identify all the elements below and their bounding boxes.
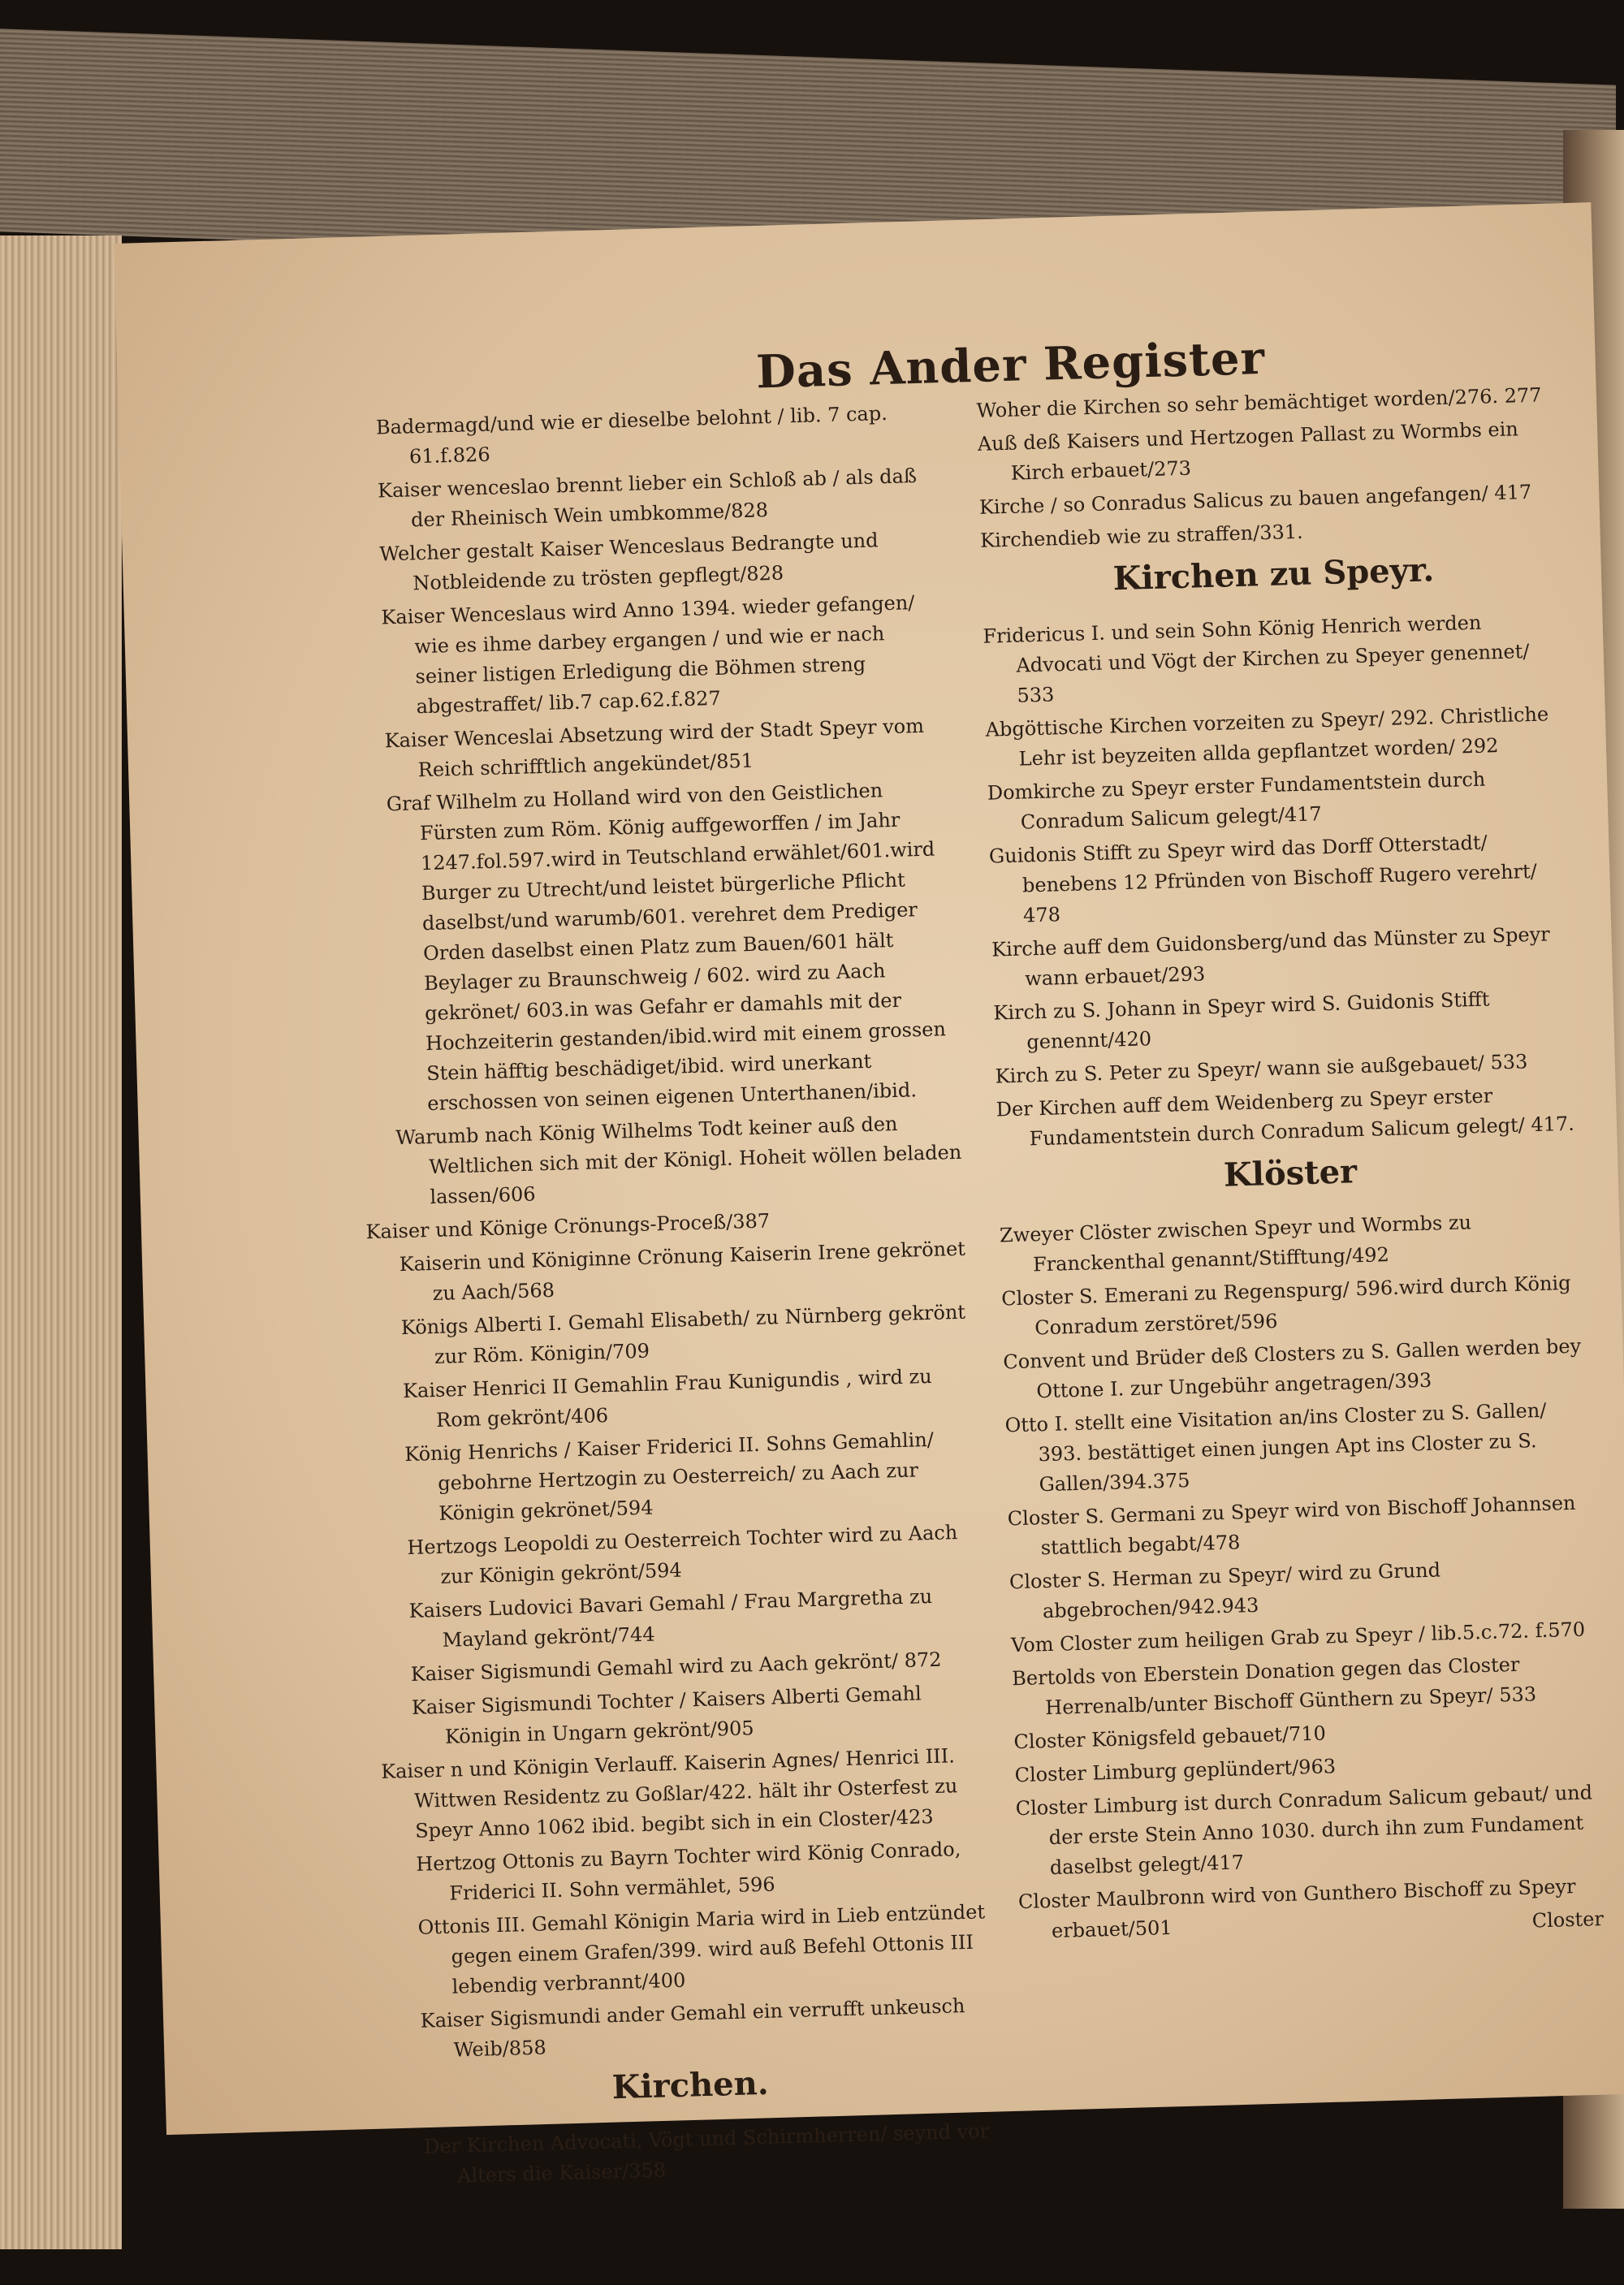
index-entry: Otto I. stellt eine Visitation an/ins Closter zu S. Gallen/ 393. bestättiget einen jungen Apt ins Closter zu S. Gallen/394.375 bbox=[1004, 1398, 1547, 1497]
index-entry: Closter Limburg ist durch Conradum Salicum gebaut/ und der erste Stein Anno 1030. durch ihn zum Fundament daselbst gelegt/417 bbox=[1015, 1781, 1593, 1880]
index-entry: Badermagd/und wie er dieselbe belohnt / lib. 7 cap. 61.f.826 bbox=[375, 401, 888, 469]
index-entry: Königs Alberti I. Gemahl Elisabeth/ zu Nürnberg gekrönt zur Röm. Königin/709 bbox=[400, 1300, 966, 1368]
left-entries bbox=[343, 397, 991, 2067]
index-entry: Kaiser Sigismundi ander Gemahl ein verrufft unkeusch Weib/858 bbox=[420, 1994, 965, 2062]
index-entry: Kirchendieb wie zu straffen/331. bbox=[979, 520, 1304, 552]
index-entry: Closter Maulbronn wird von Gunthero Bischoff zu Speyr erbauet/501 bbox=[1017, 1875, 1576, 1943]
index-entry: Welcher gestalt Kaiser Wenceslaus Bedrangte und Notbleidende zu trösten gepflegt/828 bbox=[378, 529, 879, 595]
index-entry: Kaiser Wenceslaus wird Anno 1394. wieder gefangen/ wie es ihme darbey ergangen / und wie er nach seiner listigen Erledigung die Böhmen streng abgestraffet/ lib.7 cap.62.f.827 bbox=[381, 591, 915, 719]
index-entry: Fridericus I. und sein Sohn König Henrich werden Advocati und Vögt der Kirchen zu Speyer genennet/ 533 bbox=[983, 611, 1530, 707]
index-entry: Zweyer Clöster zwischen Speyr und Wormbs zu Franckenthal genannt/Stifftung/492 bbox=[999, 1211, 1472, 1276]
index-entry: Der Kirchen auff dem Weidenberg zu Speyr erster Fundamentstein durch Conradum Salicum gelegt/ 417. bbox=[996, 1084, 1575, 1151]
index-entry: Kirche auff dem Guidonsberg/und das Münster zu Speyr wann erbauet/293 bbox=[991, 922, 1551, 991]
index-entry: Kaiser Sigismundi Gemahl wird zu Aach gekrönt/ 872 bbox=[410, 1648, 942, 1686]
index-entry: Closter S. Emerani zu Regenspurg/ 596.wird durch König Conradum zerstöret/596 bbox=[1000, 1271, 1571, 1340]
index-entry: Closter Limburg geplündert/963 bbox=[1014, 1755, 1337, 1787]
index-entry: Kaiser Sigismundi Tochter / Kaisers Alberti Gemahl Königin in Ungarn gekrönt/905 bbox=[411, 1682, 922, 1748]
index-entry: Kaiser und Könige Crönungs-Proceß/387 bbox=[365, 1209, 771, 1244]
index-entry: Kaiser Wenceslai Absetzung wird der Stadt Speyr vom Reich schrifftlich angekündet/851 bbox=[384, 714, 925, 782]
section-heading-kirchen: Kirchen. bbox=[611, 2063, 770, 2107]
catchword: Closter bbox=[1531, 1907, 1605, 1933]
index-entry: Ottonis III. Gemahl Königin Maria wird in Lieb entzündet gegen einem Grafen/399. wird auß Befehl Ottonis III lebendig verbrannt/400 bbox=[417, 1900, 986, 1998]
index-entry: Der Kirchen Advocati, Vögt und Schirmherren/ seynd vor Alters die Kaiser/358 bbox=[423, 2119, 990, 2188]
index-entry: Guidonis Stifft zu Speyr wird das Dorff Otterstadt/ benebens 12 Pfründen von Bischoff Rugero verehrt/ 478 bbox=[988, 831, 1538, 927]
section-heading-kirchen-zu-speyr: Kirchen zu Speyr. bbox=[1112, 551, 1435, 598]
index-entry: Woher die Kirchen so sehr bemächtiget worden/276. 277 bbox=[976, 383, 1542, 422]
index-entry: Kirche / so Conradus Salicus zu bauen angefangen/ 417 bbox=[978, 480, 1532, 519]
running-head: Das Ander Register bbox=[755, 330, 1266, 400]
index-entry: Bertolds von Eberstein Donation gegen das Closter Herrenalb/unter Bischoff Günthern zu Speyr/ 533 bbox=[1011, 1652, 1537, 1720]
right-section1-entries bbox=[983, 606, 1582, 1155]
index-entry: Domkirche zu Speyr erster Fundamentstein durch Conradum Salicum gelegt/417 bbox=[987, 767, 1486, 834]
index-entry: Warumb nach König Wilhelms Todt keiner auß den Weltlichen sich mit der Königl. Hoheit wöllen beladen lassen/606 bbox=[395, 1112, 962, 1209]
index-entry: Graf Wilhelm zu Holland wird von den Geistlichen Fürsten zum Röm. König auffgeworffen / im Jahr 1247.fol.597.wird in Teutschland erwählet/601.wird Burger zu Utrecht/und leistet bürgerliche Pflicht daselbst/und warumb/601. verehret dem Prediger Orden daselbst einen Platz zum Bauen/601 hält Beylager zu Braunschweig / 602. wird zu Aach gekrönet/ 603.in was Gefahr er damahls mit der Hochzeiterin gestanden/ibid.wird mit einem grossen Stein häfftig beschädiget/ibid. wird unerkant erschossen von seinen eigenen Unterthanen/ibid. bbox=[386, 779, 947, 1116]
index-entry: Vom Closter zum heiligen Grab zu Speyr / lib.5.c.72. f.570 bbox=[1010, 1618, 1586, 1657]
index-entry: Closter Königsfeld gebauet/710 bbox=[1013, 1721, 1327, 1754]
book-page-edges bbox=[0, 235, 122, 2249]
index-entry: Auß deß Kaisers und Hertzogen Pallast zu Wormbs ein Kirch erbauet/273 bbox=[977, 417, 1519, 485]
index-entry: Hertzogs Leopoldi zu Oesterreich Tochter wird zu Aach zur Königin gekrönt/594 bbox=[407, 1521, 958, 1588]
index-entry: Hertzog Ottonis zu Bayrn Tochter wird König Conrado, Friderici II. Sohn vermählet, 596 bbox=[416, 1838, 961, 1905]
left-section-entries bbox=[391, 2116, 994, 2193]
index-entry: Kaiser Henrici II Gemahlin Frau Kunigundis , wird zu Rom gekrönt/406 bbox=[402, 1364, 933, 1432]
right-section2-entries bbox=[1000, 1204, 1605, 1947]
index-entry: Kaiserin und Königinne Crönung Kaiserin Irene gekrönet zu Aach/568 bbox=[399, 1237, 966, 1306]
index-entry: Kaisers Ludovici Bavari Gemahl / Frau Margretha zu Mayland gekrönt/744 bbox=[408, 1585, 933, 1652]
index-entry: Convent und Brüder deß Closters zu S. Gallen werden bey Ottone I. zur Ungebühr angetragen/393 bbox=[1003, 1334, 1582, 1403]
right-column bbox=[976, 380, 1604, 1950]
index-entry: Closter S. Herman zu Speyr/ wird zu Grund abgebrochen/942.943 bbox=[1009, 1558, 1441, 1623]
page-text-area bbox=[333, 307, 1608, 2188]
index-entry: Kaiser n und Königin Verlauff. Kaiserin Agnes/ Henrici III. Wittwen Residentz zu Goßlar/422. hält ihr Osterfest zu Speyr Anno 1062 ibid. begibt sich in ein Closter/423 bbox=[380, 1744, 958, 1842]
right-entries bbox=[976, 380, 1565, 556]
section-heading-kloester: Klöster bbox=[1223, 1152, 1358, 1194]
index-entry: Kirch zu S. Peter zu Speyr/ wann sie außgebauet/ 533 bbox=[995, 1050, 1528, 1088]
index-entry: Kirch zu S. Johann in Speyr wird S. Guidonis Stifft genennt/420 bbox=[993, 987, 1490, 1054]
index-entry: Closter S. Germani zu Speyr wird von Bischoff Johannsen stattlich begabt/478 bbox=[1007, 1491, 1576, 1560]
index-entry: Abgöttische Kirchen vorzeiten zu Speyr/ 292. Christliche Lehr ist beyzeiten allda gepflantzet worden/ 292 bbox=[985, 702, 1549, 771]
index-entry: Kaiser wenceslao brennt lieber ein Schloß ab / als daß der Rheinisch Wein umbkomme/828 bbox=[377, 464, 918, 532]
left-column bbox=[343, 397, 994, 2196]
index-entry: König Henrichs / Kaiser Friderici II. Sohns Gemahlin/ gebohrne Hertzogin zu Oesterreich/ zu Aach zur Königin gekrönet/594 bbox=[404, 1428, 935, 1525]
